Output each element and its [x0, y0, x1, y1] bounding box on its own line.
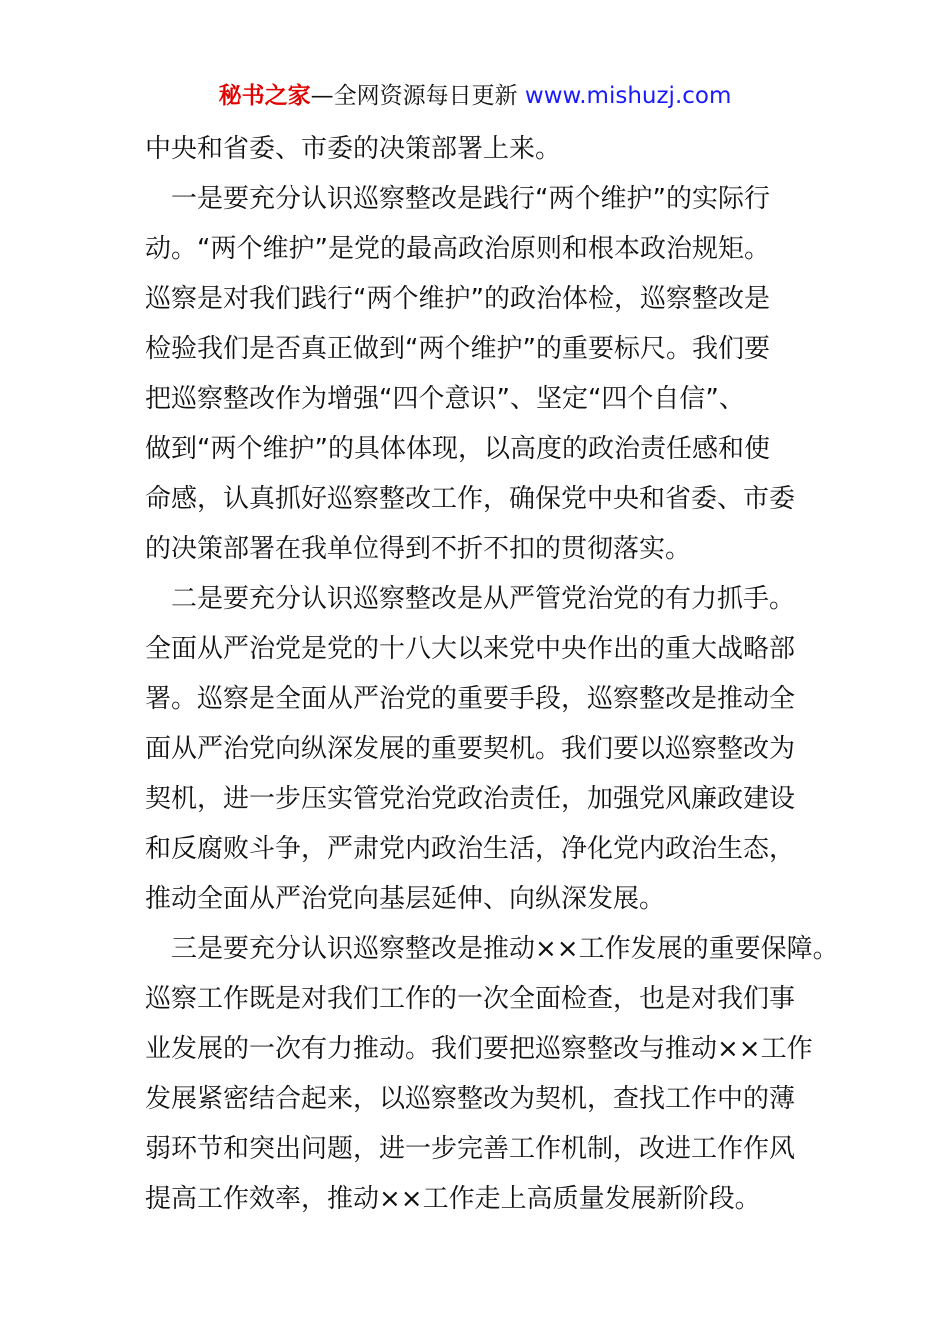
text-line: 把巡察整改作为增强“四个意识”、坚定“四个自信”、 [145, 384, 745, 414]
text-line: 推动全面从严治党向基层延伸、向纵深发展。 [145, 884, 666, 914]
text-line: 全面从严治党是党的十八大以来党中央作出的重大战略部 [145, 634, 796, 664]
text-line: 弱环节和突出问题，进一步完善工作机制，改进工作作风 [145, 1134, 796, 1164]
text-line: 三是要充分认识巡察整改是推动××工作发展的重要保障。 [145, 934, 839, 964]
brand-name: 秘书之家 [218, 83, 311, 109]
text-line: 二是要充分认识巡察整改是从严管党治党的有力抓手。 [145, 584, 796, 614]
text-line: 一是要充分认识巡察整改是践行“两个维护”的实际行 [145, 184, 770, 214]
text-line: 发展紧密结合起来，以巡察整改为契机，查找工作中的薄 [145, 1084, 796, 1114]
text-line: 命感，认真抓好巡察整改工作，确保党中央和省委、市委 [145, 484, 796, 514]
header-slogan: —全网资源每日更新 [310, 83, 525, 109]
text-line: 中央和省委、市委的决策部署上来。 [145, 134, 562, 164]
page-header [0, 80, 950, 112]
text-line: 和反腐败斗争，严肃党内政治生活，净化党内政治生态， [145, 834, 796, 864]
text-line: 动。“两个维护”是党的最高政治原则和根本政治规矩。 [145, 234, 770, 264]
text-line: 面从严治党向纵深发展的重要契机。我们要以巡察整改为 [145, 734, 796, 764]
document-body [145, 124, 839, 1224]
text-line: 契机，进一步压实管党治党政治责任，加强党风廉政建设 [145, 784, 796, 814]
text-line: 业发展的一次有力推动。我们要把巡察整改与推动××工作 [145, 1034, 813, 1064]
text-line: 巡察工作既是对我们工作的一次全面检查，也是对我们事 [145, 984, 796, 1014]
text-line: 提高工作效率，推动××工作走上高质量发展新阶段。 [145, 1184, 761, 1214]
text-line: 署。巡察是全面从严治党的重要手段，巡察整改是推动全 [145, 684, 796, 714]
site-url-link[interactable]: www.mishuzj.com [524, 83, 732, 109]
text-line: 巡察是对我们践行“两个维护”的政治体检，巡察整改是 [145, 284, 770, 314]
text-line: 的决策部署在我单位得到不折不扣的贯彻落实。 [145, 534, 692, 564]
text-line: 做到“两个维护”的具体体现，以高度的政治责任感和使 [145, 434, 770, 464]
text-line: 检验我们是否真正做到“两个维护”的重要标尺。我们要 [145, 334, 770, 364]
